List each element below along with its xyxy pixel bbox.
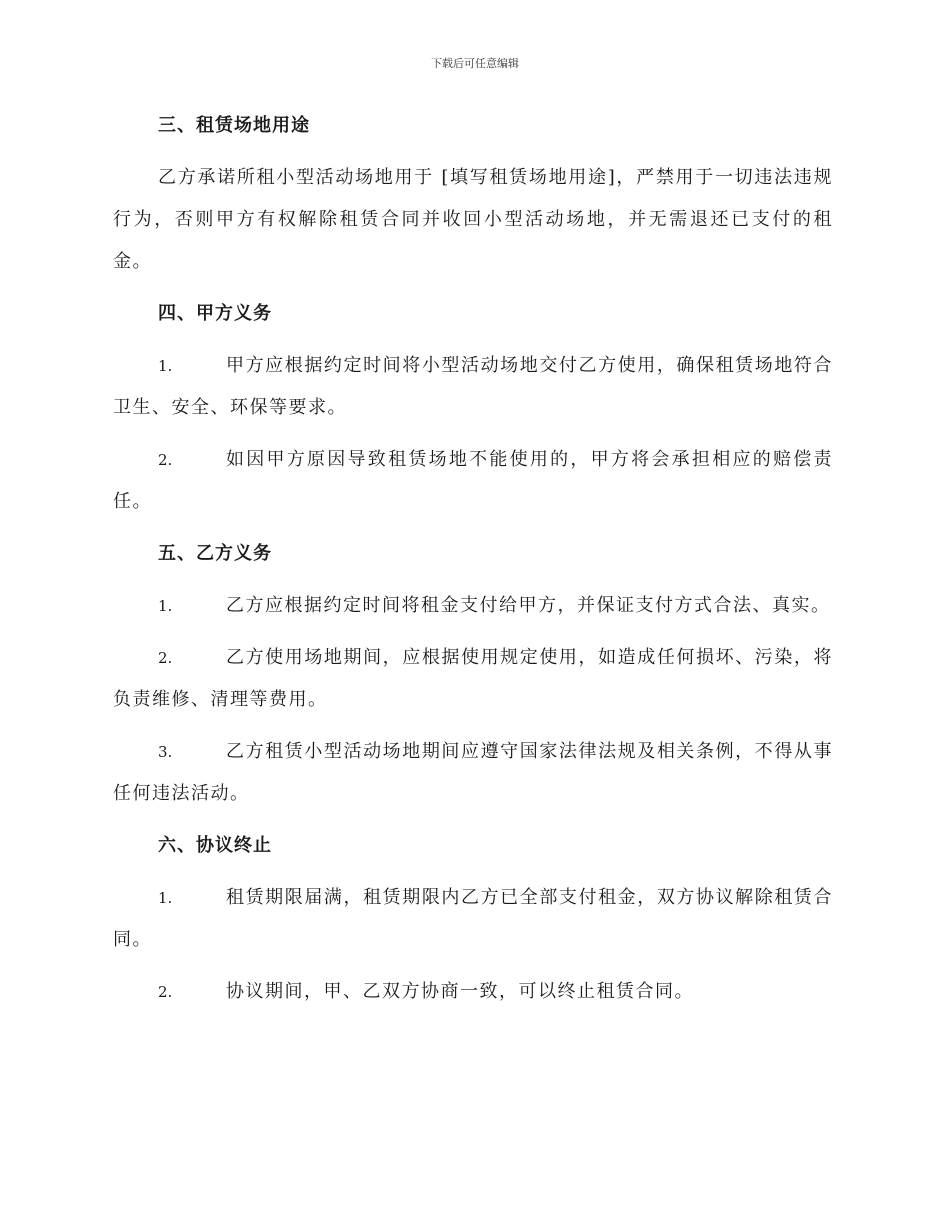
list-item xyxy=(113,637,833,721)
section-heading: 六、协议终止 xyxy=(158,835,272,856)
list-item-number: 1. xyxy=(158,889,173,907)
list-item-number: 1. xyxy=(158,357,173,375)
page-header: 下载后可任意编辑 xyxy=(431,57,519,70)
list-item-text: 协议期间，甲、乙双方协商一致，可以终止租赁合同。 xyxy=(226,981,694,1002)
section-heading: 三、租赁场地用途 xyxy=(158,115,310,136)
list-item xyxy=(113,439,833,523)
document-body xyxy=(113,105,833,1013)
section-heading: 五、乙方义务 xyxy=(158,543,272,564)
list-item-number: 2. xyxy=(158,983,173,1001)
section-paragraph: 乙方承诺所租小型活动场地用于 [填写租赁场地用途]，严禁用于一切违法违规行为，否则甲方有权解除租赁合同并收回小型活动场地，并无需退还已支付的租金。 xyxy=(113,167,833,272)
list-item xyxy=(113,585,833,627)
list-item-text: 乙方应根据约定时间将租金支付给甲方，并保证支付方式合法、真实。 xyxy=(226,595,831,616)
list-item xyxy=(113,877,833,961)
list-item-text: 乙方使用场地期间，应根据使用规定使用，如造成任何损坏、污染，将负责维修、清理等费用。 xyxy=(113,647,833,710)
list-item-number: 2. xyxy=(158,649,173,667)
list-item-number: 3. xyxy=(158,743,173,761)
list-item-number: 2. xyxy=(158,451,173,469)
list-item-text: 租赁期限届满，租赁期限内乙方已全部支付租金，双方协议解除租赁合同。 xyxy=(113,887,833,950)
list-item xyxy=(113,971,833,1013)
list-item-text: 乙方租赁小型活动场地期间应遵守国家法律法规及相关条例，不得从事任何违法活动。 xyxy=(113,741,833,804)
list-item xyxy=(113,731,833,815)
list-item-number: 1. xyxy=(158,597,173,615)
list-item xyxy=(113,345,833,429)
list-item-text: 甲方应根据约定时间将小型活动场地交付乙方使用，确保租赁场地符合卫生、安全、环保等要求。 xyxy=(113,355,833,418)
list-item-text: 如因甲方原因导致租赁场地不能使用的，甲方将会承担相应的赔偿责任。 xyxy=(113,449,833,512)
section-heading: 四、甲方义务 xyxy=(158,303,272,324)
